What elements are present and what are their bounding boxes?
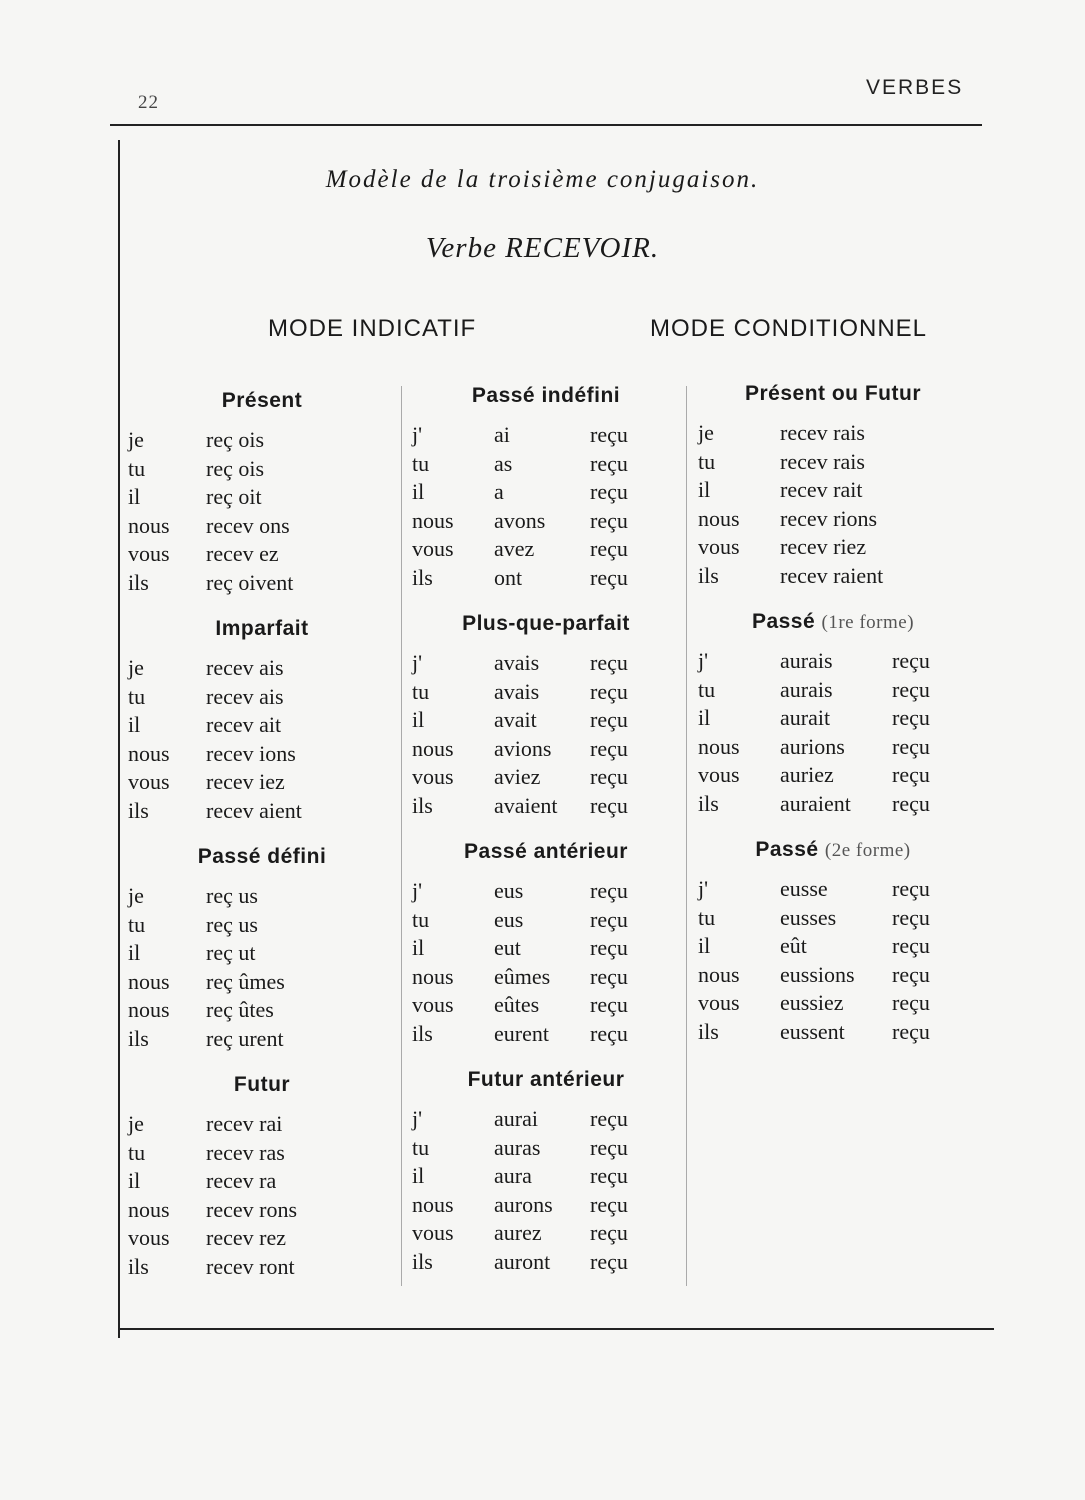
indicatif-compound-tenses-column [412,381,680,1293]
conjugation-row [698,790,968,819]
tense-block [698,379,968,607]
verb-form: recev rais [780,448,865,474]
auxiliary-form: aurais [780,676,833,702]
pronoun: tu [698,904,716,930]
conjugation-row [128,483,396,512]
conjugation-row [412,1248,680,1277]
auxiliary-form: avez [494,536,535,561]
auxiliary-form: eurent [494,1020,549,1046]
conjugation-row [128,968,396,997]
conjugation-row [412,991,680,1020]
verb-form: reç oit [206,484,262,509]
conjugation-row [698,989,968,1018]
page-number: 22 [138,92,159,113]
pronoun: nous [128,968,170,994]
pronoun: ils [128,1253,149,1279]
past-participle: reçu [590,536,628,561]
pronoun: nous [412,735,454,761]
pronoun: il [412,935,425,960]
tense-name: Passé défini [197,845,327,868]
past-participle: reçu [590,878,628,903]
pronoun: tu [698,676,716,702]
pronoun: j' [412,1106,423,1131]
pronoun: tu [698,448,716,474]
conjugation-row [698,1018,968,1047]
verb-form: recev ront [206,1253,295,1279]
column-divider [401,386,402,1286]
past-participle: reçu [590,422,628,447]
auxiliary-form: eut [494,935,521,960]
pronoun: tu [412,906,430,932]
pronoun: nous [698,505,740,531]
past-participle: reçu [892,705,930,730]
tense-name: Imparfait [215,617,309,640]
pronoun: vous [412,764,454,789]
pronoun: vous [128,769,170,794]
conjugation-row [412,507,680,536]
auxiliary-form: eûtes [494,992,540,1017]
auxiliary-form: a [494,479,504,504]
pronoun: vous [698,762,740,787]
conjugation-row [698,533,968,562]
pronoun: vous [128,541,170,566]
verb-form: recev aient [206,797,302,823]
conjugation-row [698,419,968,448]
past-participle: reçu [590,764,628,789]
past-participle: reçu [590,450,628,476]
auxiliary-form: ont [494,564,523,590]
auxiliary-form: aviez [494,764,541,789]
auxiliary-form: avait [494,707,537,732]
conjugation-row [128,797,396,826]
mode-indicatif-heading: MODE INDICATIF [268,315,477,342]
conjugation-row [698,761,968,790]
past-participle: reçu [590,707,628,732]
past-participle: reçu [590,935,628,960]
conjugation-row [412,478,680,507]
past-participle: reçu [892,961,930,987]
auxiliary-form: avais [494,678,540,704]
verb-form: reç urent [206,1025,284,1051]
pronoun: j' [412,650,423,675]
auxiliary-form: eus [494,906,524,932]
past-participle: reçu [892,648,930,673]
tense-block [128,386,396,614]
pronoun: ils [698,562,719,588]
pronoun: nous [698,961,740,987]
conjugation-row [698,875,968,904]
verb-form: recev ras [206,1139,285,1165]
past-participle: reçu [590,650,628,675]
conjugation-row [698,562,968,591]
pronoun: il [412,479,425,504]
auxiliary-form: avais [494,650,540,675]
verb-form: recev ez [206,541,279,566]
conjugation-row [128,711,396,740]
pronoun: ils [412,1020,433,1046]
tense-title [128,386,396,426]
tense-name: Présent ou Futur [744,382,921,405]
pronoun: vous [128,1225,170,1250]
pronoun: j' [412,878,423,903]
verb-form: recev ais [206,683,284,709]
auxiliary-form: aurez [494,1220,542,1245]
verb-form: reç ut [206,940,256,965]
left-rule [118,140,120,1338]
conjugation-row [412,678,680,707]
tense-block [412,609,680,837]
past-participle: reçu [590,963,628,989]
verb-title: Verbe RECEVOIR. [425,232,660,264]
past-participle: reçu [590,1106,628,1131]
tense-title [698,607,968,647]
past-participle: reçu [590,564,628,590]
auxiliary-form: eussions [780,961,855,987]
pronoun: vous [412,1220,454,1245]
pronoun: nous [128,740,170,766]
verb-form: recev riez [780,534,867,559]
conjugation-row [128,1253,396,1282]
conjugation-row [698,476,968,505]
verb-form: recev ra [206,1168,277,1193]
conjugation-row [412,450,680,479]
pronoun: ils [128,569,149,595]
tense-name: Futur antérieur [467,1068,625,1091]
verb-form: reç us [206,911,258,937]
tense-name: Plus-que-parfait [462,612,630,635]
verb-form: reç us [206,883,258,908]
verb-form: recev ions [206,740,296,766]
conjugation-row [698,676,968,705]
verb-form: reç ois [206,427,265,452]
verb-form: recev rai [206,1111,283,1136]
auxiliary-form: eût [780,933,807,958]
pronoun: vous [412,536,454,561]
conjugation-row [128,569,396,598]
conjugation-row [412,763,680,792]
conjugation-row [412,735,680,764]
verb-form: recev rions [780,505,878,531]
tense-block [412,837,680,1065]
conjugation-row [698,704,968,733]
past-participle: reçu [590,906,628,932]
pronoun: nous [412,507,454,533]
auxiliary-form: auraient [780,790,851,816]
past-participle: reçu [892,933,930,958]
conjugation-row [412,1105,680,1134]
conjugation-row [698,733,968,762]
conjugation-row [128,1167,396,1196]
pronoun: tu [128,683,146,709]
conjugation-row [128,882,396,911]
past-participle: reçu [590,479,628,504]
auxiliary-form: ai [494,422,510,447]
conjugation-row [412,649,680,678]
tense-block [128,614,396,842]
tense-name: Présent [221,389,303,412]
past-participle: reçu [892,876,930,901]
past-participle: reçu [590,1020,628,1046]
tense-name: Passé indéfini [471,384,621,407]
past-participle: reçu [590,792,628,818]
conjugation-row [128,1025,396,1054]
tense-block [698,835,968,1063]
conjugation-row [128,1139,396,1168]
past-participle: reçu [590,507,628,533]
pronoun: il [698,933,711,958]
past-participle: reçu [892,790,930,816]
conjugation-row [128,540,396,569]
conjugation-row [412,564,680,593]
conjugation-row [128,426,396,455]
conjugation-row [128,654,396,683]
conjugation-row [128,1110,396,1139]
pronoun: il [412,707,425,732]
conjugation-row [698,961,968,990]
conjugation-row [412,963,680,992]
past-participle: reçu [590,1248,628,1274]
verb-form: reç oivent [206,569,294,595]
pronoun: il [128,712,141,737]
verb-form: recev iez [206,769,285,794]
tense-title [412,1065,680,1105]
conjugation-row [412,535,680,564]
past-participle: reçu [590,1191,628,1217]
conjugation-row [128,939,396,968]
conjugation-row [412,792,680,821]
pronoun: vous [698,534,740,559]
pronoun: je [128,655,144,680]
tense-block [128,1070,396,1298]
auxiliary-form: eûmes [494,963,551,989]
tense-title [698,835,968,875]
past-participle: reçu [892,733,930,759]
auxiliary-form: avaient [494,792,558,818]
tense-name: Passé [751,610,816,633]
verb-form: reç ûtes [206,997,274,1022]
conjugation-row [412,1162,680,1191]
auxiliary-form: aurons [494,1191,553,1217]
conjugation-row [128,683,396,712]
conjugation-row [412,421,680,450]
tense-title [128,842,396,882]
conjugation-row [412,906,680,935]
past-participle: reçu [590,1134,628,1160]
pronoun: je [128,883,144,908]
pronoun: ils [698,1018,719,1044]
tense-name: Futur [233,1073,291,1096]
tense-block [412,1065,680,1293]
auxiliary-form: auront [494,1248,551,1274]
indicatif-simple-tenses-column [128,386,396,1298]
pronoun: ils [412,792,433,818]
column-divider [686,386,687,1286]
verb-form: recev ons [206,512,290,538]
pronoun: ils [128,1025,149,1051]
conjugation-row [128,911,396,940]
verb-form: recev rez [206,1225,286,1250]
pronoun: tu [128,455,146,481]
pronoun: ils [412,564,433,590]
tense-title [412,381,680,421]
verb-form: reç ois [206,455,265,481]
pronoun: ils [128,797,149,823]
tense-block [698,607,968,835]
conjugation-row [128,455,396,484]
conjugation-row [128,740,396,769]
conjugation-row [698,505,968,534]
tense-title [128,614,396,654]
conjugation-row [698,448,968,477]
conjugation-row [128,1224,396,1253]
top-rule [110,124,982,126]
past-participle: reçu [892,762,930,787]
verb-form: recev rais [780,420,865,445]
pronoun: tu [128,1139,146,1165]
tense-block [412,381,680,609]
conjugation-row [412,1134,680,1163]
conjugation-row [698,904,968,933]
conjugation-row [412,706,680,735]
verb-form: reç ûmes [206,968,285,994]
auxiliary-form: aurait [780,705,831,730]
pronoun: tu [128,911,146,937]
past-participle: reçu [892,990,930,1015]
auxiliary-form: eusse [780,876,828,901]
auxiliary-form: eussent [780,1018,845,1044]
auxiliary-form: aurais [780,648,833,673]
past-participle: reçu [590,678,628,704]
verb-form: recev rait [780,477,863,502]
conjugation-row [412,1219,680,1248]
conjugation-row [128,768,396,797]
pronoun: vous [412,992,454,1017]
verb-form: recev raient [780,562,884,588]
verb-form: recev ais [206,655,284,680]
auxiliary-form: aurai [494,1106,538,1131]
auxiliary-form: eussiez [780,990,844,1015]
past-participle: reçu [590,1163,628,1188]
pronoun: il [128,484,141,509]
tense-title [128,1070,396,1110]
auxiliary-form: avons [494,507,546,533]
tense-name: Passé [755,838,819,861]
pronoun: tu [412,450,430,476]
auxiliary-form: aura [494,1163,532,1188]
pronoun: il [128,1168,141,1193]
past-participle: reçu [892,904,930,930]
pronoun: je [128,427,144,452]
conjugation-row [412,1020,680,1049]
conjugation-row [128,512,396,541]
tense-title [412,609,680,649]
tense-block [128,842,396,1070]
pronoun: il [412,1163,425,1188]
pronoun: ils [412,1248,433,1274]
auxiliary-form: eusses [780,904,837,930]
running-head: VERBES [866,76,964,99]
pronoun: tu [412,678,430,704]
pronoun: j' [412,422,423,447]
conjugation-row [412,1191,680,1220]
auxiliary-form: eus [494,878,524,903]
mode-conditionnel-heading: MODE CONDITIONNEL [650,315,928,342]
pronoun: je [698,420,714,445]
pronoun: il [128,940,141,965]
auxiliary-form: auras [494,1134,541,1160]
pronoun: nous [128,512,170,538]
conjugation-row [698,647,968,676]
model-title: Modèle de la troisième conjugaison. [325,166,760,193]
pronoun: nous [128,1196,170,1222]
past-participle: reçu [892,1018,930,1044]
pronoun: nous [698,733,740,759]
past-participle: reçu [892,676,930,702]
pronoun: ils [698,790,719,816]
pronoun: il [698,477,711,502]
pronoun: tu [412,1134,430,1160]
tense-name: Passé antérieur [464,840,628,863]
tense-form-note: (2e forme) [824,840,911,861]
conjugation-row [128,1196,396,1225]
verb-form: recev rons [206,1196,298,1222]
auxiliary-form: aurions [780,733,845,759]
auxiliary-form: as [494,450,513,476]
pronoun: j' [698,648,709,673]
conditionnel-column [698,379,968,1063]
pronoun: il [698,705,711,730]
past-participle: reçu [590,992,628,1017]
conjugation-row [128,996,396,1025]
tense-title [698,379,968,419]
conjugation-row [698,932,968,961]
conjugation-row [412,877,680,906]
tense-title [412,837,680,877]
pronoun: nous [412,963,454,989]
bottom-rule [118,1328,994,1330]
auxiliary-form: auriez [780,762,834,787]
pronoun: j' [698,876,709,901]
tense-form-note: (1re forme) [821,612,915,633]
past-participle: reçu [590,735,628,761]
conjugation-row [412,934,680,963]
pronoun: je [128,1111,144,1136]
pronoun: vous [698,990,740,1015]
past-participle: reçu [590,1220,628,1245]
verb-form: recev ait [206,712,282,737]
pronoun: nous [412,1191,454,1217]
auxiliary-form: avions [494,735,552,761]
pronoun: nous [128,997,170,1022]
